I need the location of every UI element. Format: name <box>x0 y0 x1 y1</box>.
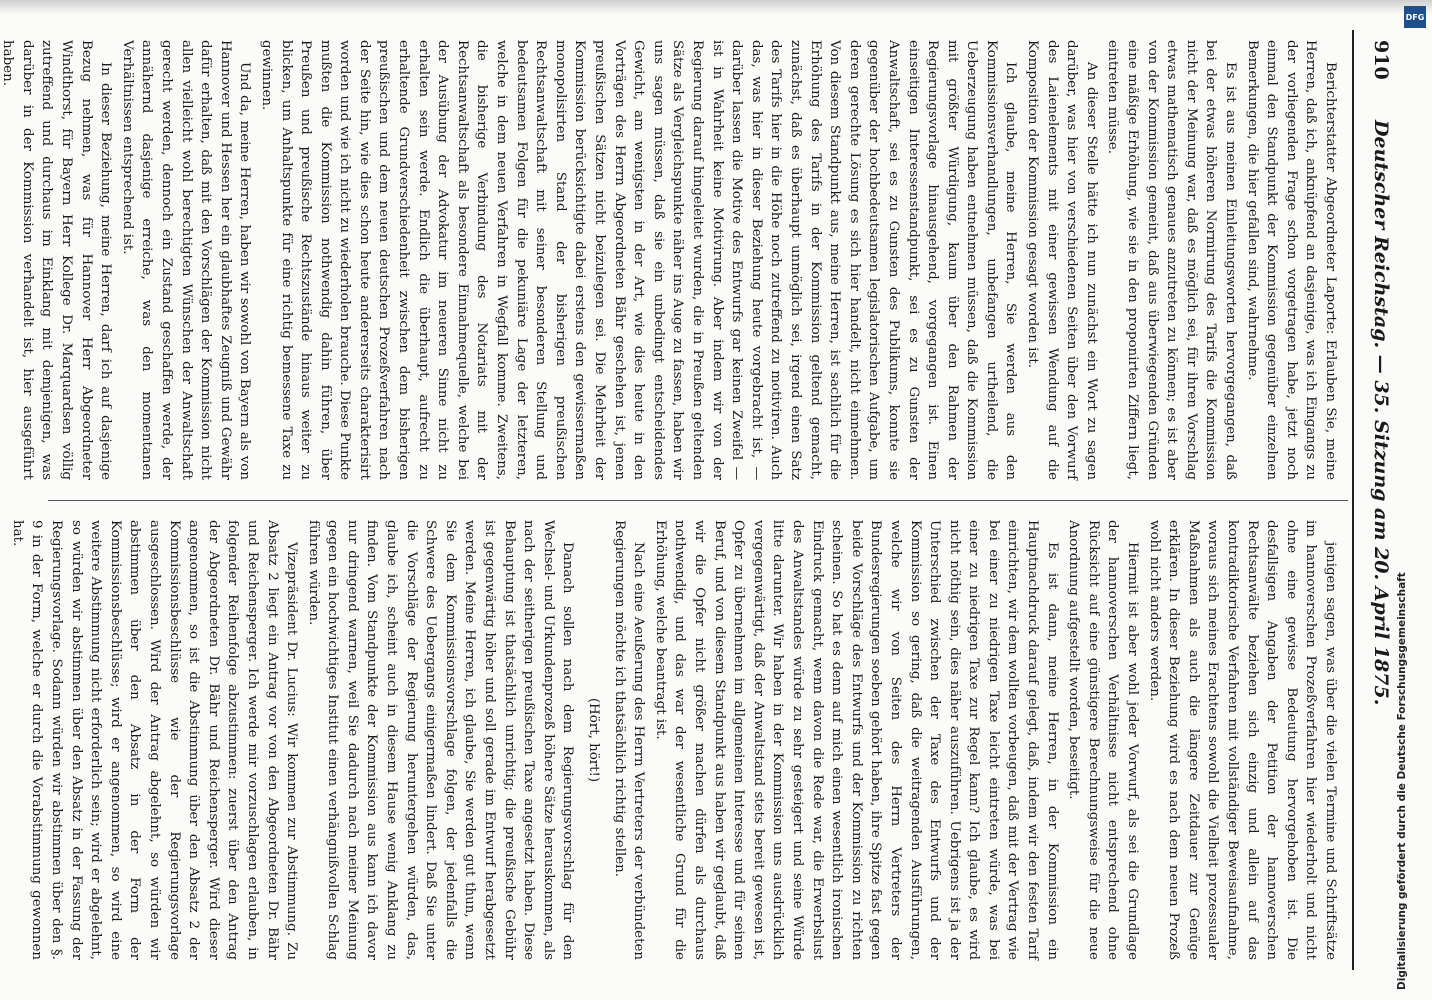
dfg-logo: DFG <box>1404 6 1426 28</box>
right-column-paragraph: Es ist dann, meine Herren, in der Kommission ein Hauptnachdruck darauf gelegt, daß, indem wir den festen Tarif einrichten, wir dem wollten vorbeugen, daß mit der Vertrag wie bei einer zu niedrigen Taxe leicht eintreten würde, was bei einer zu niedrigen Taxe zur Regel kann? Ich glaube, es wird nicht nöthig sein, dies näher auszuführen. Uebrigens ist ja der Unterschied zwischen der Taxe des Entwurfs und der Kommission so gering, daß die weitragenden Ausführungen, welche wir von Seiten des Herrn Vertreters der Bundesregierungen soeben gehört haben, ihre Spitze fast gegen beide Vorschläge des Entwurfs und der Kommission zu richten scheinen. So hat es denn auf mich einen wesentlich ironischen Eindruck gemacht, wenn davon die Rede war, die Erwerbslust des Anwaltstandes würde zu sehr gesteigert und seine Würde litte darunter. Wir haben in der Kommission uns ausdrücklich vergegenwärtigt, daß der Anwaltstand stets bereit gewesen ist, Opfer zu übernehmen im allgemeinen Interesse und für seinen Beruf, und von diesem Standpunkt aus haben wir geglaubt, daß wir die Opfer nicht größer machen dürfen als durchaus nothwendig, und das war der wesentliche Grund für die Erhöhung, welche beantragt ist. <box>652 520 1060 960</box>
right-column-paragraph: Nach eine Aeußerung des Herrn Vertreters der verbündeten Regierungen möchte ich thatsächlich richtig stellen. <box>611 520 647 960</box>
right-column-paragraph: Vizepräsident Dr. Lucius: Wir kommen zur Abstimmung. Zu Absatz 2 liegt ein Antrag vor von den Abgeordneten Dr. Bähr und Reichensperger. Ich werde mir vorzuschlagen erlauben, in folgender Reihenfolge abzustimmen: zuerst über den Antrag der Abgeordneten Dr. Bähr und Reichensperger. Wird dieser angenommen, so ist die Abstimmung über den Absatz 2 der Kommissionsbeschlüsse wie der Regierungsvorlage ausgeschlossen. Wird der Antrag abgelehnt, so würden wir abstimmen über den Absatz in der Form der Kommissionsbeschlüsse; wird er angenommen, so wird eine weitere Abstimmung nicht erforderlich sein; wird er abgelehnt, so würden wir abstimmen über den Absatz in der Fassung der Regierungsvorlage. Sodann würden wir abstimmen über den §. 9 in der Form, welche er durch die Vorabstimmung gewonnen hat. <box>9 520 300 960</box>
right-column-paragraph: jenigen sagen, was über die vielen Termine und Schriftsätze im hannoverschen Prozeßverfahren hier wiederholt und nicht ohne eine gewisse Bedeutung hervorgehoben ist. Die desfallsigen Angaben der Petition der hannoverschen Rechtsanwälte beziehen sich einzig und allein auf das kontradiktorische Verfahren mit vollständiger Beweisaufnahme, woraus sich meines Erachtens sowohl die Vielheit prozessualer Maßnahmen als auch die längere Zeitdauer zur Genüge erklären. In dieser Beziehung wird es nach dem neuen Prozeß wohl nicht anders werden. <box>1146 520 1338 960</box>
left-column-paragraph: In dieser Beziehung, meine Herren, darf ich auf dasjenige Bezug nehmen, was für Hannover Herr Abgeordneter Windthorst, für Bayern Herr Kollege Dr. Marquardsen völlig zutreffend und durchaus im Einklang mit demjenigen, was darüber in der Kommission verhandelt ist, hier ausgeführt haben. <box>0 40 114 480</box>
right-column-paragraph: Hiermit ist aber wohl jeder Vorwurf, als sei die Grundlage der hannoverschen Verhältnisse nicht entsprechend ohne Rücksicht auf eine günstigere Berechnungsweise für die neue Anordnung aufgestellt worden, beseitigt. <box>1066 520 1141 960</box>
left-column-paragraph: Ich glaube, meine Herren, Sie werden aus den Kommissionsverhandlungen, unbefangen urtheilend, die Ueberzeugung haben entnehmen müssen, daß die Kommission mit größter Würdigung, kaum über den Rahmen der Regierungsvorlage hinausgehend, vorgegangen ist. Einen einseitigen Interessenstandpunkt, sei es zu Gunsten der Anwaltschaft, sei es zu Gunsten des Publikums, konnte sie gegenüber der hochbedeutsamen legislatorischen Aufgabe, um deren gerechte Lösung es sich hier handelt, nicht einnehmen. Von diesem Standpunkt aus, meine Herren, ist sachlich für die Erhöhung des Tarifs in der Kommission geltend gemacht, zunächst, daß es überhaupt unmöglich sei, irgend einen Satz des Tarifs hier in die Höhe noch zutreffend zu motiviren. Auch das, was hier in dieser Beziehung heute vorgebracht ist, — darüber lassen die Motive des Entwurfs gar keinen Zweifel — ist in Wahrheit keine Motivirung. Aber indem wir von der Regierung darauf hingeleitet wurden, die in Preußen geltenden Sätze als Vergleichspunkte näher ins Auge zu fassen, haben wir uns sagen müssen, daß sie ein unbedingt entscheidendes Gewicht, am wenigsten in der Art, wie dies heute in den Vorträgen des Herrn Abgeordneten Bähr geschehen ist, jenen preußischen Sätzen nicht beizulegen sei. Die Mehrheit der Kommission berücksichtigte dabei erstens den gewissermaßen monopolisirten Stand der bisherigen preußischen Rechtsanwaltschaft mit seiner besonderen Stellung und bedeutsamen Folgen für die pekuniäre Lage der letzteren, welche in dem neuen Verfahren in Wegfall komme. Zweitens, die bisherige Verbindung des Notariats mit der Rechtsanwaltschaft als besondere Einnahmequelle, welche bei der Ausübung der Advokatur im neueren Sinne nicht zu erhalten sein werde. Endlich die überhaupt, aufrecht zu erhaltende Grundverschiedenheit zwischen dem bisherigen preußischen und dem neuen deutschen Prozeßverfahren nach der Seite hin, wie dies schon heute andererseits charakterisirt worden und wie ich nicht zu wiederholen brauche. Diese Punkte mußten die Kommission nothwendig dahin führen, über Preußen und preußische Rechtszustände hinaus weiter zu blicken, um Anhaltspunkte für eine richtig bemessene Taxe zu gewinnen. <box>258 40 1019 480</box>
left-column-paragraph: Berichterstatter Abgeordneter Laporte: Erlauben Sie, meine Herren, daß ich, anknüpfend an dasjenige, was ich Eingangs zu der vorliegenden Frage schon vorgetragen habe, jetzt noch einmal den Standpunkt der Kommission gegenüber einzelnen Bemerkungen, die hier gefallen sind, wahrnehme. <box>1244 40 1338 480</box>
column-divider <box>48 500 1348 501</box>
header-rule <box>1352 30 1354 970</box>
running-title: Deutscher Reichstag. — 35. Sitzung am 20. April 1875. <box>1370 120 1392 706</box>
scan-edge-shadow <box>0 0 1432 14</box>
left-column-paragraph: Es ist aus meinen Einleitungsworten hervorgegangen, daß bei der etwas höheren Normirung des Tarifs die Kommission nicht der Meinung war, daß es möglich sei, für ihren Vorschlag etwas mathematisch genaues anzutreten zu können; es ist aber von der Kommission gemeint, daß aus überwiegenden Gründen eine mäßige Erhöhung, wie sie in den proponirten Ziffern liegt, eintreten müsse. <box>1105 40 1239 480</box>
right-column-paragraph: Danach sollen nach dem Regierungsvorschlag für den Wechsel- und Urkundenprozeß höhere Sätze herauskommen, als nach der seitherigen preußischen Taxe angesetzt haben. Diese Behauptung ist thatsächlich unrichtig; die preußische Gebühr ist gegenwärtig höher und soll gerade im Entwurf herabgesetzt werden. Meine Herren, ich glaube, Sie werden gut thun, wenn Sie dem Kommissionsvorschlage folgen, der jedenfalls die Schwere des Uebergangs einigermaßen lindert. Daß Sie unter die Vorschläge der Regierung heruntergehen würden, das, glaube ich, scheint auch in diesem Hause wenig Anklang zu finden. Vom Standpunkte der Kommission aus kann ich davor nur dringend warnen, weil Sie dadurch nach meiner Meinung gegen ein hochwichtiges Institut einen verhängnißvollen Schlag führen würden. <box>305 520 576 960</box>
right-column <box>9 520 1340 960</box>
right-column-paragraph: (Hört, hört!) <box>586 697 602 783</box>
digitization-note: Digitalisierung gefördert durch die Deutsche Forschungsgemeinschaft <box>1396 572 1408 990</box>
left-column <box>0 40 1340 480</box>
left-column-paragraph: Und da, meine Herren, haben wir sowohl von Bayern als von Hannover und Hessen her ein glaubhaftes Zeugniß und Gewähr dafür erhalten, daß mit den Vorschlägen der Kommission nicht allen vielleicht wohl berechtigten Wünschen der Anwaltschaft gerecht werden, dennoch ein Zustand geschaffen werde, der annähernd dasjenige erreiche, was den momentanen Verhältnissen entsprechend ist. <box>119 40 253 480</box>
page-number: 910 <box>1370 40 1392 80</box>
left-column-paragraph: An dieser Stelle hätte ich nun zunächst ein Wort zu sagen darüber, was hier von verschiedenen Seiten über den Vorwurf des Laienelements mit einer gewissen Wendung auf die Komposition der Kommission gesagt worden ist. <box>1025 40 1099 480</box>
page-header <box>1358 30 1392 970</box>
